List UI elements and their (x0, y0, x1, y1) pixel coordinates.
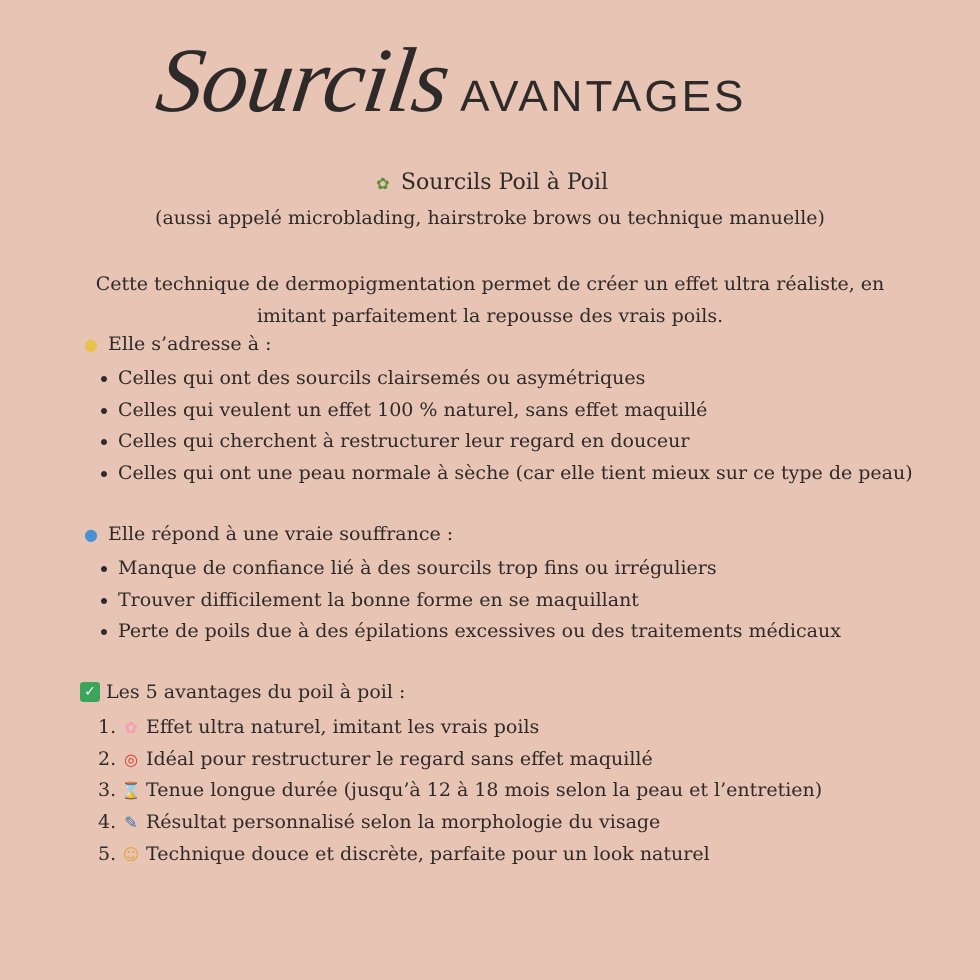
benefits-list (98, 712, 822, 871)
item-text: Idéal pour restructurer le regard sans effet maquillé (146, 747, 653, 770)
list-item (98, 712, 822, 744)
intro-paragraph: Cette technique de dermopigmentation permet de créer un effet ultra réaliste, en imitant parfaitement la repousse des vrais poils. (95, 273, 885, 327)
title-caps: AVANTAGES (460, 72, 747, 121)
section-benefits-text: Les 5 avantages du poil à poil : (106, 681, 406, 703)
list-item: Manque de confiance lié à des sourcils trop fins ou irréguliers (118, 553, 841, 585)
speech-bubble-icon: ● (84, 524, 98, 544)
list-item: Celles qui ont des sourcils clairsemés ou asymétriques (118, 363, 913, 395)
paintbrush-icon: ✎ (124, 813, 138, 833)
hourglass-icon: ⌛ (121, 781, 141, 801)
item-text: Résultat personnalisé selon la morphologie du visage (146, 811, 661, 834)
list-item: Celles qui ont une peau normale à sèche (car elle tient mieux sur ce type de peau) (118, 458, 913, 490)
list-item: Celles qui cherchent à restructurer leur regard en douceur (118, 426, 913, 458)
section-pain-label (80, 523, 453, 545)
technique-heading (0, 170, 980, 195)
item-number: 2. (98, 747, 117, 770)
item-number: 3. (98, 779, 117, 802)
item-number: 4. (98, 811, 117, 834)
audience-list (118, 363, 913, 490)
pain-list (118, 553, 841, 648)
target-icon: ◎ (124, 749, 138, 769)
list-item: Celles qui veulent un effet 100 % naturel, sans effet maquillé (118, 395, 913, 427)
flower-icon: ✿ (124, 718, 138, 737)
list-item: Perte de poils due à des épilations excessives ou des traitements médicaux (118, 616, 841, 648)
section-audience-label (80, 333, 271, 355)
item-text: Technique douce et discrète, parfaite pour un look naturel (146, 842, 710, 865)
technique-heading-text: Sourcils Poil à Poil (400, 170, 609, 195)
list-item (98, 839, 822, 871)
list-item (98, 775, 822, 807)
list-item (98, 744, 822, 776)
page-title (150, 29, 747, 131)
item-text: Effet ultra naturel, imitant les vrais poils (146, 716, 540, 738)
woman-icon: ☺ (122, 844, 140, 864)
section-audience-text: Elle s’adresse à : (108, 333, 272, 355)
herb-icon: ✿ (376, 174, 390, 193)
lightbulb-icon: ● (84, 334, 98, 354)
item-number: 1. (98, 716, 117, 738)
section-pain-text: Elle répond à une vraie souffrance : (108, 523, 454, 545)
section-benefits-label (80, 681, 405, 703)
list-item (98, 807, 822, 839)
item-number: 5. (98, 842, 117, 865)
item-text: Tenue longue durée (jusqu’à 12 à 18 mois selon la peau et l’entretien) (146, 779, 823, 802)
check-mark-icon: ✓ (80, 682, 100, 702)
technique-subtitle: (aussi appelé microblading, hairstroke brows ou technique manuelle) (155, 207, 825, 229)
list-item: Trouver difficilement la bonne forme en se maquillant (118, 585, 841, 617)
title-script: Sourcils (150, 29, 456, 131)
